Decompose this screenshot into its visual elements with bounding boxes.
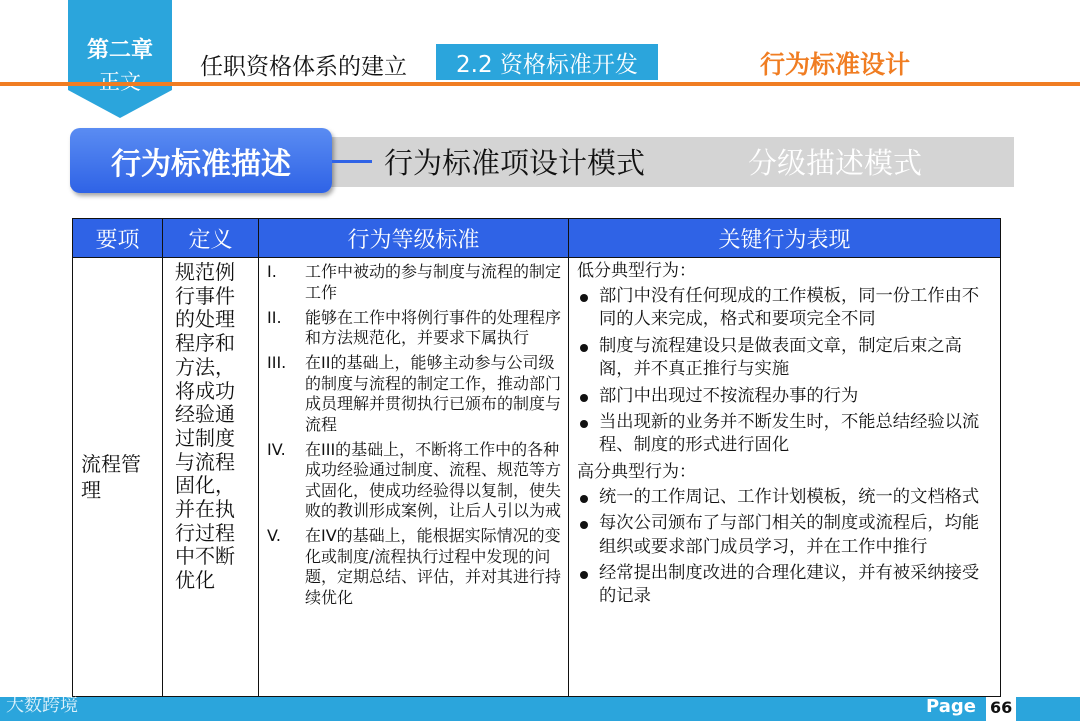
list-item: [577, 335, 994, 382]
page-number: 66: [990, 698, 1013, 717]
bullet-text: 部门中没有任何现成的工作模板，同一份工作由不同的人来完成，格式和要项完全不同: [599, 286, 980, 330]
header-definition: 定义: [163, 219, 259, 258]
bullet-text: 经常提出制度改进的合理化建议，并有被采纳接受的记录: [599, 563, 980, 607]
bullet-icon: [580, 420, 588, 428]
chapter-tab: [68, 0, 172, 120]
level-item: [267, 262, 562, 303]
level-item: [267, 526, 562, 608]
level-text: 能够在工作中将例行事件的处理程序和方法规范化，并要求下属执行: [305, 307, 562, 347]
level-item: [267, 440, 562, 522]
level-number: IV.: [267, 439, 286, 459]
header-level-standard: 行为等级标准: [259, 219, 569, 258]
behavior-cell: [569, 258, 1001, 697]
bullet-text: 制度与流程建设只是做表面文章，制定后束之高阁，并不真正推行与实施: [599, 335, 962, 380]
low-score-list: [577, 285, 994, 458]
list-item: [577, 562, 994, 609]
bullet-text: 部门中出现过不按流程办事的行为: [599, 385, 859, 406]
level-text: 在II的基础上，能够主动参与公司级的制度与流程的制定工作，推动部门成员理解并贯彻执行已颁布的制度与流程: [305, 353, 562, 434]
list-item: [577, 385, 994, 408]
level-number: I.: [267, 262, 277, 281]
table-row: [73, 258, 1001, 697]
bullet-text: 每次公司颁布了与部门相关的制度或流程后，均能组织或要求部门成员学习，并在工作中推行: [599, 513, 980, 557]
footer-bar: [0, 697, 1080, 721]
banner-alt-label: 分级描述模式: [748, 146, 923, 180]
level-item: [267, 308, 562, 349]
level-text: 在III的基础上，不断将工作中的各种成功经验通过制度、流程、规范等方式固化，使成功经验得以复制，使失败的教训形成案例，让后人引以为戒: [305, 439, 562, 520]
level-cell: [259, 258, 569, 697]
chapter-subtitle: [68, 66, 172, 96]
bullet-icon: [580, 394, 588, 402]
bullet-icon: [580, 344, 588, 352]
level-text: 在IV的基础上，能根据实际情况的变化或制度/流程执行过程中发现的问题，定期总结、评估，并对其进行持续优化: [305, 526, 562, 607]
level-list: [259, 258, 568, 608]
header-topic: 行为标准设计: [760, 50, 911, 79]
banner-dash: [332, 160, 372, 163]
definition-cell: [163, 258, 259, 697]
level-text: 工作中被动的参与制度与流程的制定工作: [305, 262, 562, 302]
banner-mode-label: 行为标准项设计模式: [384, 146, 646, 180]
watermark-logo: 大数跨境: [6, 695, 78, 716]
item-cell: [73, 258, 163, 697]
section-badge: 2.2 资格标准开发: [436, 44, 658, 80]
level-item: [267, 353, 562, 435]
list-item: [577, 486, 994, 509]
header-divider: [0, 82, 1080, 86]
list-item: [577, 285, 994, 332]
bullet-icon: [580, 495, 588, 503]
level-number: III.: [267, 353, 287, 372]
page-label: Page: [926, 696, 976, 717]
behavior-content: [569, 258, 1000, 609]
high-score-list: [577, 486, 994, 609]
high-score-title: 高分典型行为：: [577, 461, 696, 482]
behavior-standard-table: [72, 218, 1001, 697]
definition-text: 规范例行事件的处理程序和方法，将成功经验通过制度与流程固化，并在执行过程中不断优化: [175, 260, 235, 593]
item-name: 流程管理: [81, 452, 141, 502]
list-item: [577, 411, 994, 458]
header-key-behavior: 关键行为表现: [569, 219, 1001, 258]
bullet-icon: [580, 521, 588, 529]
header-item: 要项: [73, 219, 163, 258]
level-number: II.: [267, 307, 282, 327]
header-title: 任职资格体系的建立: [200, 54, 407, 80]
list-item: [577, 512, 994, 559]
table-header-row: [73, 219, 1001, 258]
bullet-text: 统一的工作周记、工作计划模板，统一的文档格式: [599, 486, 980, 507]
level-number: V.: [267, 526, 281, 545]
bullet-icon: [580, 294, 588, 302]
tab-behavior-description[interactable]: 行为标准描述: [70, 128, 332, 193]
chapter-number: 第二章: [86, 38, 153, 63]
bullet-text: 当出现新的业务并不断发生时，不能总结经验以流程、制度的形式进行固化: [599, 412, 980, 456]
bullet-icon: [580, 571, 588, 579]
low-score-title: 低分典型行为：: [577, 261, 696, 281]
